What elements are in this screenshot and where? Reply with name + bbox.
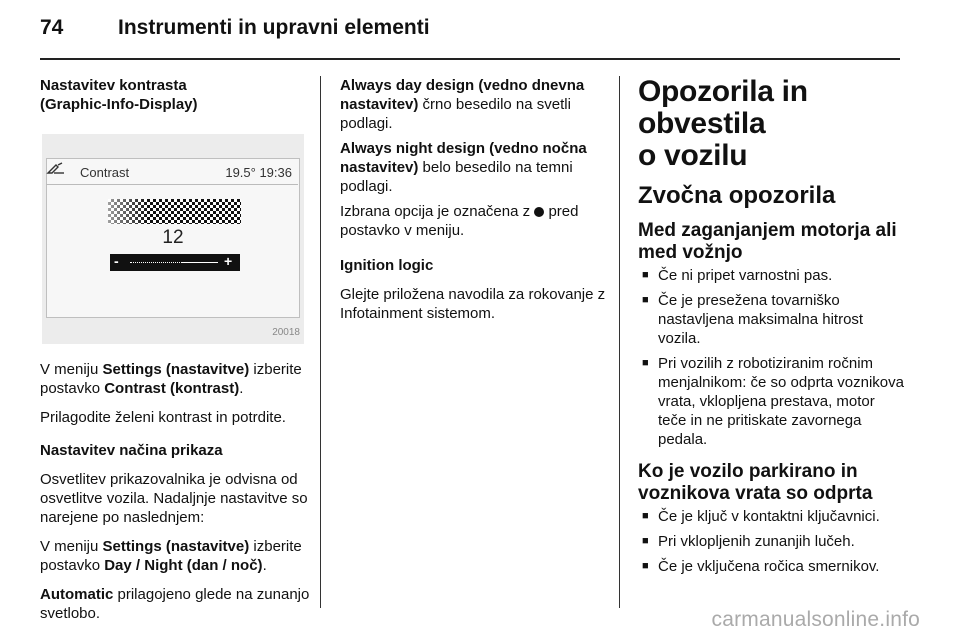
section-heading-ignition: Ignition logic [340, 257, 434, 274]
list-item [638, 532, 906, 551]
warning-list-driving [638, 266, 906, 449]
display-settings-icon [46, 161, 68, 182]
heading-line: Med zaganjanjem motorja ali [638, 220, 897, 241]
header-rule [40, 58, 900, 60]
list-item-text: Če je vključena ročica smernikov. [658, 558, 880, 575]
paragraph [40, 585, 312, 623]
contrast-screen-figure [42, 134, 304, 344]
bullet-mark: ■ [642, 357, 649, 369]
text: pred postavko v meniju. [340, 203, 579, 239]
slider-plus: + [224, 253, 233, 269]
running-head: Instrumenti in upravni elementi [118, 16, 430, 39]
list-item-text: Pri vklopljenih zunanjih lučeh. [658, 533, 855, 550]
bullet-mark: ■ [642, 560, 649, 572]
text: . [239, 380, 244, 397]
bullet-mark: ■ [642, 510, 649, 522]
text: belo besedilo na temni podlagi. [340, 159, 573, 195]
paragraph [40, 360, 312, 398]
text: V meniju [40, 538, 103, 555]
menu-term: Contrast (kontrast) [104, 380, 240, 397]
list-item [638, 557, 906, 576]
slider-fill [182, 262, 218, 263]
list-item [638, 266, 906, 285]
heading-line: Ko je vozilo parkirano in [638, 461, 858, 482]
bullet-mark: ■ [642, 269, 649, 281]
warning-list-parked [638, 507, 906, 576]
heading-line: (Graphic-Info-Display) [40, 96, 198, 113]
text: Izbrana opcija je označena z [340, 203, 535, 220]
subsection-heading-driving [638, 220, 906, 264]
middle-column [340, 76, 608, 333]
paragraph [40, 537, 312, 575]
slider-dots [130, 262, 182, 263]
screen-title-bar [72, 161, 292, 179]
list-item [638, 507, 906, 526]
list-item [638, 354, 906, 449]
contrast-value: 12 [162, 227, 184, 248]
left-column [40, 76, 312, 633]
right-column [638, 76, 906, 582]
column-divider [320, 76, 321, 608]
text: prilagojeno glede na zunanjo svetlobo. [40, 586, 310, 622]
section-title [638, 76, 906, 172]
heading-line: med vožnjo [638, 242, 743, 263]
list-item-text: Pri vozilih z robotiziranim ročnim menjalnikom: če so odprta voznikova vrata, vklopljena prestava, motor teče in ne pritiskate zavornega pedala. [658, 355, 904, 448]
selected-bullet-icon [534, 207, 544, 217]
heading-line: voznikova vrata so odprta [638, 483, 873, 504]
paragraph [340, 139, 608, 196]
section-subtitle: Zvočna opozorila [638, 182, 836, 209]
menu-term: Always day design (vedno dnevna nastavitev) [340, 77, 585, 113]
menu-term: Automatic [40, 586, 114, 603]
section-heading-display-mode: Nastavitev načina prikaza [40, 442, 223, 459]
page-number: 74 [40, 16, 64, 39]
slider-minus: - [114, 253, 119, 269]
paragraph [340, 202, 608, 240]
watermark: carmanualsonline.info [711, 608, 920, 631]
text: izberite postavko [40, 361, 302, 397]
text: V meniju [40, 361, 103, 378]
list-item-text: Če je presežena tovarniško nastavljena maksimalna hitrost vozila. [658, 292, 864, 347]
paragraph: Prilagodite želeni kontrast in potrdite. [40, 409, 286, 426]
list-item-text: Če je ključ v kontaktni ključavnici. [658, 508, 880, 525]
menu-term: Settings (nastavitve) [102, 361, 250, 378]
bullet-mark: ■ [642, 294, 649, 306]
menu-term: Day / Night (dan / noč) [104, 557, 263, 574]
title-line: o vozilu [638, 139, 748, 172]
heading-line: Nastavitev kontrasta [40, 77, 187, 94]
screen-status: 19.5° 19:36 [225, 165, 292, 180]
subsection-heading-parked [638, 461, 906, 505]
section-heading-contrast [40, 76, 312, 114]
menu-term: Settings (nastavitve) [102, 538, 250, 555]
column-divider [619, 76, 620, 608]
text: črno besedilo na svetli podlagi. [340, 96, 571, 132]
screen-label: Contrast [80, 165, 130, 180]
figure-code: 20018 [272, 327, 300, 338]
menu-term: Always night design (vedno nočna nastavitev) [340, 140, 587, 176]
bullet-mark: ■ [642, 535, 649, 547]
paragraph: Glejte priložena navodila za rokovanje z Infotainment sistemom. [340, 286, 606, 322]
text: . [262, 557, 267, 574]
paragraph [340, 76, 608, 133]
list-item-text: Če ni pripet varnostni pas. [658, 267, 833, 284]
text: izberite postavko [40, 538, 302, 574]
paragraph: Osvetlitev prikazovalnika je odvisna od osvetlitve vozila. Nadaljnje nastavitve so narejene po naslednjem: [40, 471, 308, 526]
screen-divider [52, 184, 298, 185]
contrast-pattern-fade [108, 199, 148, 224]
title-line: Opozorila in obvestila [638, 75, 808, 140]
list-item [638, 291, 906, 348]
